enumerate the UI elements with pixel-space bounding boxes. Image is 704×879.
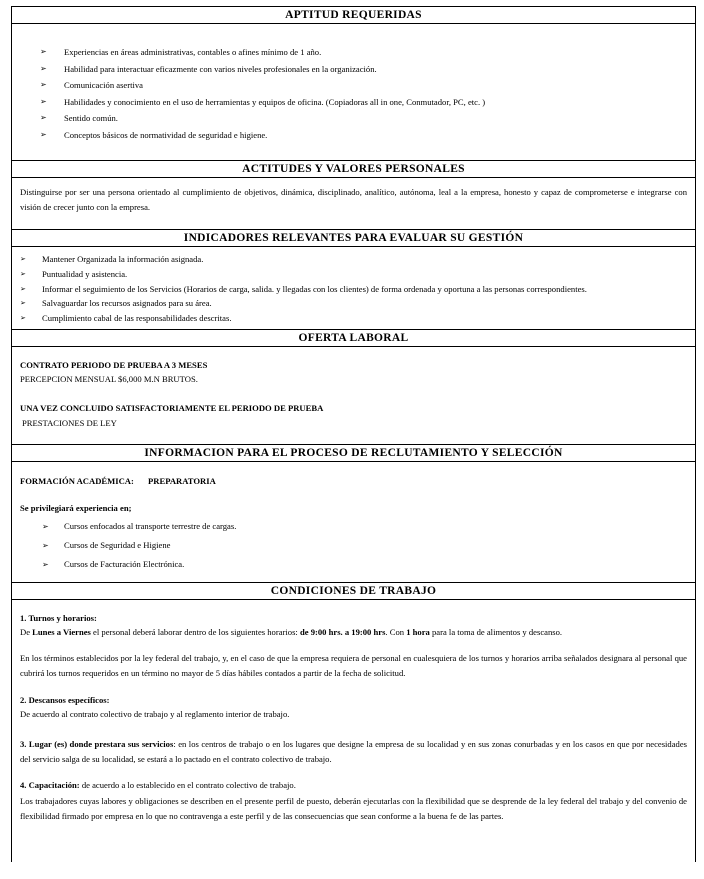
lugar-text: 3. Lugar (es) donde prestara sus servicios: en los centros de trabajo o en los lugares que designe la empresa de su localidad y en sus zonas conurbadas y en los casos en que por necesidades del servicio salga de su localidad, se estará a lo pactado en el contrato colectivo de trabajo. [20, 739, 687, 764]
list-item: ➢ Salvaguardar los recursos asignados para su área. [20, 296, 695, 311]
section-indicadores [12, 247, 695, 329]
formacion-label: FORMACIÓN ACADÉMICA: [20, 476, 134, 486]
actitudes-text: Distinguirse por ser una persona orientado al cumplimiento de objetivos, dinámica, disciplinado, analítico, autónoma, leal a la empresa, honesto y capaz de comprometerse e integrarse con visión de crecer junto con la empresa. [20, 187, 687, 212]
section-reclutamiento: FORMACIÓN ACADÉMICA: PREPARATORIA Se privilegiará experiencia en; ➢ Cursos enfocados al transporte terrestre de cargas. ➢ Cursos de Seguridad e Higiene ➢ Cursos de Facturación Electrónica. [12, 462, 695, 582]
arrow-bullet-icon: ➢ [42, 560, 49, 569]
arrow-bullet-icon: ➢ [40, 47, 47, 56]
contrato-text: CONTRATO PERIODO DE PRUEBA A 3 MESES [20, 360, 208, 370]
arrow-bullet-icon: ➢ [42, 541, 49, 550]
turnos-title: 1. Turnos y horarios: [20, 613, 97, 623]
list-item: ➢ Informar el seguimiento de los Servicios (Horarios de carga, salida. y llegadas con los clientes) de forma ordenada y oportuna a las personas correspondientes. [20, 282, 695, 297]
formacion-value: PREPARATORIA [148, 476, 216, 486]
section-oferta [12, 347, 695, 444]
arrow-bullet-icon: ➢ [40, 113, 47, 122]
section-actitudes [12, 178, 695, 229]
section-aptitud: ➢ Experiencias en áreas administrativas, contables o afines mínimo de 1 año. ➢ Habilidad para interactuar eficazmente con varios niveles profesionales en la organización. ➢ Comunicación asertiva ➢ Habilidades y conocimiento en el uso de herramientas y equipos de oficina. (Copiadoras all in one, Conmutador, PC, etc. ) ➢ Sentido común. ➢ Conceptos básicos de normatividad de seguridad e higiene. [12, 24, 695, 160]
section-condiciones [12, 600, 695, 862]
arrow-bullet-icon: ➢ [20, 299, 26, 308]
arrow-bullet-icon: ➢ [42, 522, 49, 531]
arrow-bullet-icon: ➢ [40, 129, 47, 139]
section-header-oferta: OFERTA LABORAL [12, 329, 695, 347]
formacion-row [20, 476, 216, 486]
arrow-bullet-icon: ➢ [20, 255, 26, 263]
section-header-condiciones: CONDICIONES DE TRABAJO [12, 582, 695, 600]
terminos-text: En los términos establecidos por la ley federal del trabajo, y, en el caso de que la empresa requiera de personal en cualesquiera de los turnos y horarios arriba señalados designara al personal que cubrirá los turnos requeridos en un término no mayor de 5 días hábiles contados a partir de la fecha de solicitud. [20, 653, 687, 678]
descansos-text: De acuerdo al contrato colectivo de trabajo y al reglamento interior de trabajo. [20, 709, 290, 719]
turnos-text: De Lunes a Viernes el personal deberá laborar dentro de los siguientes horarios: de 9:00 hrs. a 19:00 hrs. Con 1 hora para la toma de alimentos y descanso. [20, 627, 563, 637]
arrow-bullet-icon: ➢ [40, 63, 47, 73]
arrow-bullet-icon: ➢ [40, 80, 47, 89]
section-header-indicadores: INDICADORES RELEVANTES PARA EVALUAR SU GESTIÓN [12, 229, 695, 247]
arrow-bullet-icon: ➢ [20, 314, 26, 323]
trabajadores-text: Los trabajadores cuyas labores y obligaciones se describen en el presente perfil de puesto, deberán ejecutarlas con la flexibilidad que se desprende de la ley federal del trabajo y del convenio de flexibilidad firmado por empresa en lo que no contravenga a este perfil y de las consecuencias que sean conforme a la buena fe de las partes. [20, 796, 687, 821]
list-item: ➢ Cumplimiento cabal de las responsabilidades descritas. [20, 311, 695, 326]
section-header-reclutamiento: INFORMACION PARA EL PROCESO DE RECLUTAMIENTO Y SELECCIÓN [12, 444, 695, 462]
list-item: ➢ Puntualidad y asistencia. [20, 267, 695, 282]
job-profile-table [11, 6, 696, 862]
descansos-title: 2. Descansos específicos: [20, 695, 110, 705]
privilegiara-text: Se privilegiará experiencia en; [20, 503, 132, 513]
prestaciones-text: PRESTACIONES DE LEY [22, 418, 117, 428]
arrow-bullet-icon: ➢ [20, 284, 26, 293]
capacitacion-text: 4. Capacitación: de acuerdo a lo establecido en el contrato colectivo de trabajo. [20, 780, 296, 790]
list-item: ➢ Mantener Organizada la información asignada. [20, 252, 695, 267]
section-header-aptitud: APTITUD REQUERIDAS [12, 6, 695, 24]
concluido-text: UNA VEZ CONCLUIDO SATISFACTORIAMENTE EL PERIODO DE PRUEBA [20, 403, 324, 413]
section-header-actitudes: ACTITUDES Y VALORES PERSONALES [12, 160, 695, 178]
arrow-bullet-icon: ➢ [20, 269, 26, 278]
arrow-bullet-icon: ➢ [40, 96, 47, 106]
percepcion-text: PERCEPCION MENSUAL $6,000 M.N BRUTOS. [20, 374, 198, 384]
